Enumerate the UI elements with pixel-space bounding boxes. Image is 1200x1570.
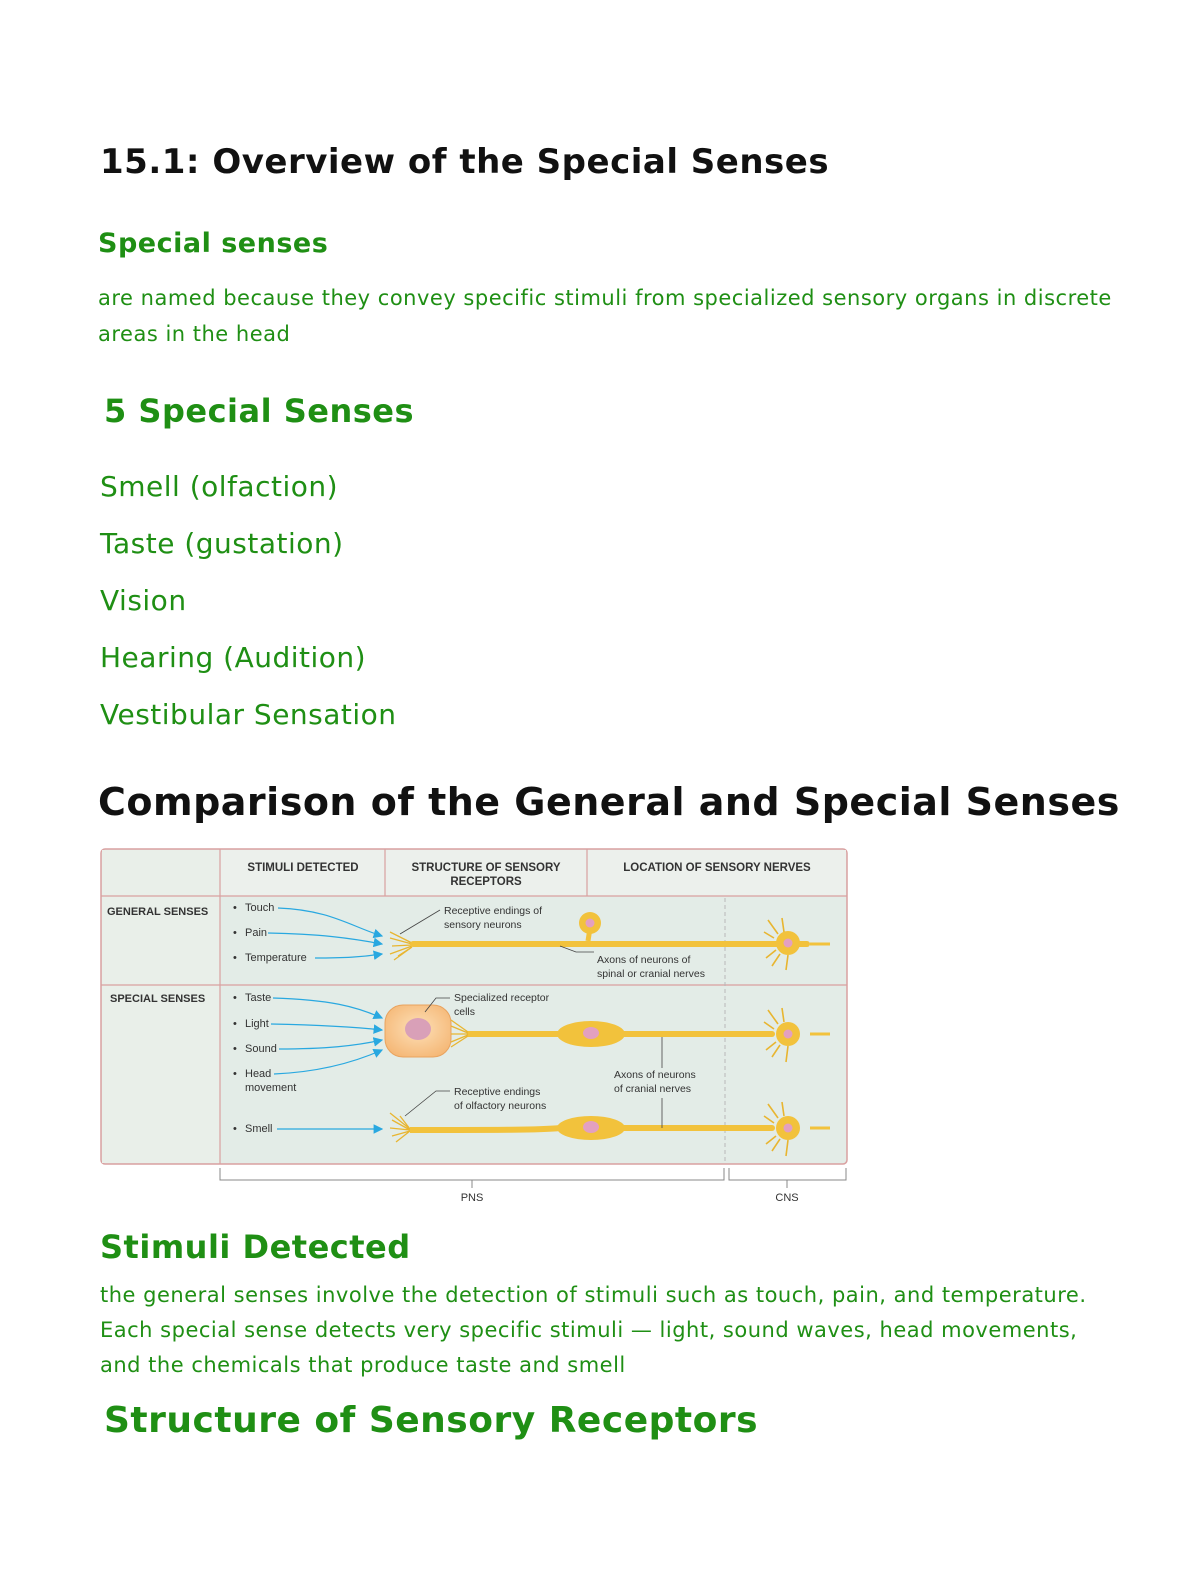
col-header-location: LOCATION OF SENSORY NERVES (623, 862, 811, 874)
label-specialized-receptor: Specialized receptor (454, 992, 550, 1004)
stimulus-light: Light (245, 1018, 269, 1030)
stimulus-touch: Touch (245, 902, 275, 914)
label-specialized-receptor-line2: cells (454, 1006, 476, 1018)
col-header-structure-line2: RECEPTORS (450, 876, 522, 888)
label-olfactory: Receptive endings (454, 1086, 541, 1098)
svg-text:•: • (233, 902, 237, 914)
stimulus-temperature: Temperature (245, 952, 307, 964)
list-item: Vestibular Sensation (100, 698, 397, 731)
stimuli-detected-text: the general senses involve the detection of stimuli such as touch, pain, and temperature. Each special sense detects very specific stimuli — light, sound waves, head movements, and the chemicals that produce taste and smell (100, 1283, 1087, 1377)
row-label-general: GENERAL SENSES (107, 906, 209, 918)
list-item: Hearing (Audition) (100, 641, 367, 674)
special-senses-definition: are named because they convey specific stimuli from specialized sensory organs in discrete areas in the head (98, 286, 1112, 346)
stimulus-head-movement: movement (245, 1082, 297, 1094)
list-item: Taste (gustation) (100, 527, 344, 560)
cns-label: CNS (775, 1192, 799, 1204)
special-senses-list (100, 458, 397, 743)
pns-label: PNS (460, 1192, 484, 1204)
stimuli-detected-heading: Stimuli Detected (100, 1228, 411, 1266)
cns-bracket (729, 1168, 846, 1180)
svg-text:•: • (233, 1068, 237, 1080)
stimulus-smell: Smell (245, 1123, 273, 1135)
label-axons-spinal: Axons of neurons of (597, 954, 691, 966)
label-axons-spinal-line2: spinal or cranial nerves (597, 968, 705, 980)
svg-text:•: • (233, 952, 237, 964)
comparison-heading: Comparison of the General and Special Senses (98, 780, 1120, 824)
structure-of-receptors-heading: Structure of Sensory Receptors (104, 1400, 758, 1441)
label-receptive-endings-line2: sensory neurons (444, 919, 522, 931)
svg-text:•: • (233, 1018, 237, 1030)
pns-bracket (220, 1168, 724, 1180)
svg-text:•: • (233, 1123, 237, 1135)
list-item: Vision (100, 584, 187, 617)
five-special-senses-heading: 5 Special Senses (104, 392, 415, 430)
svg-text:•: • (233, 927, 237, 939)
special-senses-heading: Special senses (98, 228, 329, 259)
col-header-stimuli: STIMULI DETECTED (247, 862, 359, 874)
row-label-special: SPECIAL SENSES (110, 993, 206, 1005)
stimulus-sound: Sound (245, 1043, 277, 1055)
stimulus-head: Head (245, 1068, 272, 1080)
svg-text:•: • (233, 1043, 237, 1055)
senses-comparison-figure (100, 848, 850, 1208)
label-axons-cranial: Axons of neurons (614, 1069, 696, 1081)
label-receptive-endings: Receptive endings of (444, 905, 543, 917)
svg-text:•: • (233, 992, 237, 1004)
label-axons-cranial-line2: of cranial nerves (614, 1083, 692, 1095)
col-header-structure: STRUCTURE OF SENSORY (411, 862, 561, 874)
label-olfactory-line2: of olfactory neurons (454, 1100, 547, 1112)
page-title: 15.1: Overview of the Special Senses (100, 142, 830, 182)
stimulus-pain: Pain (245, 927, 268, 939)
list-item: Smell (olfaction) (100, 470, 339, 503)
stimulus-taste: Taste (245, 992, 272, 1004)
